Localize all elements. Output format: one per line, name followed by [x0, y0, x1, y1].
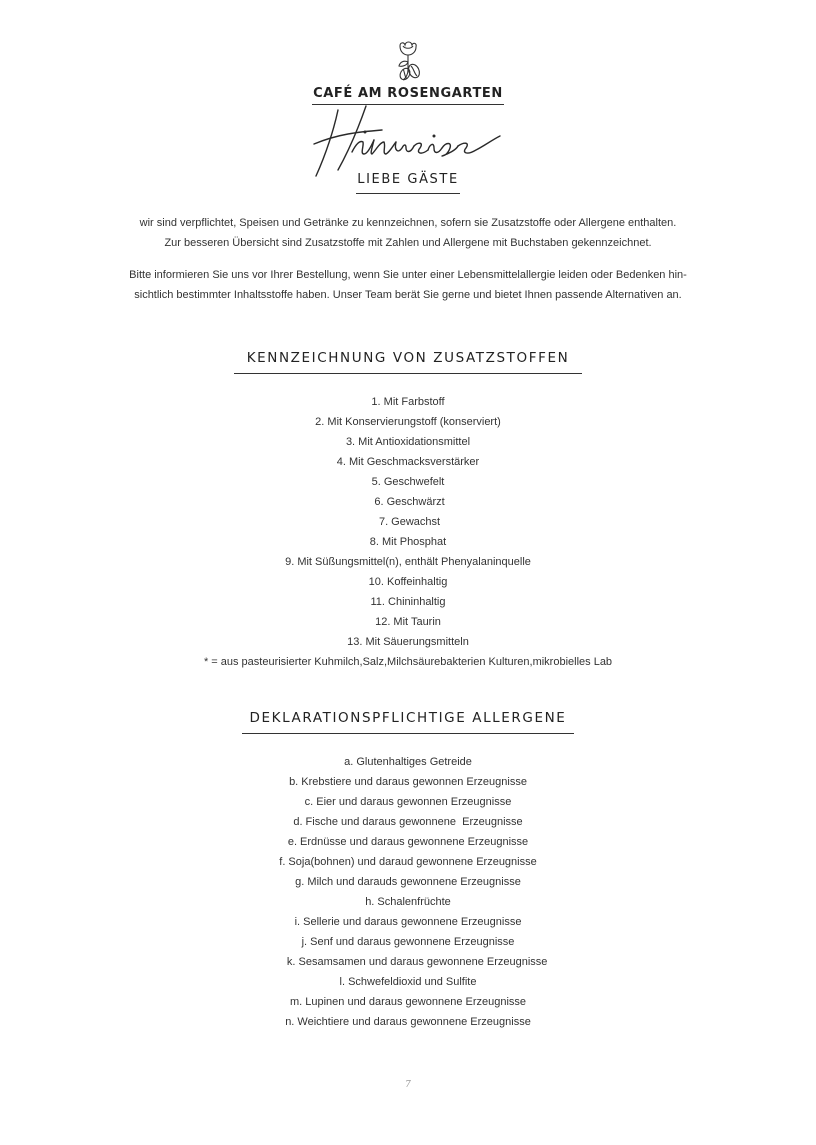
- additives-heading: KENNZEICHNUNG VON ZUSATZSTOFFEN: [246, 350, 570, 366]
- intro-line: wir sind verpflichtet, Speisen und Getränke zu kennzeichnen, sofern sie Zusatzstoffe oder Allergene enthalten.: [139, 217, 677, 229]
- list-item: i. Sellerie und daraus gewonnene Erzeugnisse: [294, 916, 522, 928]
- allergens-heading: DEKLARATIONSPFLICHTIGE ALLERGENE: [249, 710, 567, 726]
- list-item: 12. Mit Taurin: [375, 616, 441, 628]
- allergens-list: [0, 752, 816, 1032]
- list-item: g. Milch und darauds gewonnene Erzeugnisse: [295, 876, 521, 888]
- page-title: [0, 104, 816, 178]
- list-item: d. Fische und daraus gewonnene Erzeugnisse: [293, 816, 523, 828]
- list-item: l. Schwefeldioxid und Sulfite: [339, 976, 477, 988]
- list-item: 3. Mit Antioxidationsmittel: [345, 436, 471, 448]
- list-item: j. Senf und daraus gewonnene Erzeugnisse: [301, 936, 515, 948]
- list-item: m. Lupinen und daraus gewonnene Erzeugnisse: [289, 996, 527, 1008]
- list-item: f. Soja(bohnen) und daraud gewonnene Erzeugnisse: [279, 856, 537, 868]
- brand-name: CAFÉ AM ROSENGARTEN: [313, 86, 503, 101]
- handwritten-title-graphic: [308, 104, 508, 178]
- intro-line: sichtlich bestimmter Inhaltsstoffe haben. Unser Team berät Sie gerne und bietet Ihnen passende Alternativen an.: [134, 289, 682, 301]
- rose-coffee-bean-logo-icon: [386, 40, 430, 84]
- list-item: 5. Geschwefelt: [371, 476, 445, 488]
- subtitle-divider: [356, 193, 460, 194]
- list-item: 1. Mit Farbstoff: [371, 396, 445, 408]
- list-item: 2. Mit Konservierungstoff (konserviert): [315, 416, 501, 428]
- list-item: e. Erdnüsse und daraus gewonnene Erzeugnisse: [287, 836, 529, 848]
- page-number: 7: [405, 1080, 411, 1090]
- page-subtitle: LIEBE GÄSTE: [357, 172, 459, 187]
- list-item: * = aus pasteurisierter Kuhmilch,Salz,Milchsäurebakterien Kulturen,mikrobielles Lab: [203, 656, 613, 668]
- additives-divider: [234, 373, 582, 374]
- list-item: b. Krebstiere und daraus gewonnen Erzeugnisse: [289, 776, 527, 788]
- list-item: 9. Mit Süßungsmittel(n), enthält Phenyalaninquelle: [285, 556, 531, 568]
- list-item: c. Eier und daraus gewonnen Erzeugnisse: [304, 796, 512, 808]
- logo: [0, 40, 816, 84]
- list-item: 4. Mit Geschmacksverstärker: [336, 456, 480, 468]
- list-item: 11. Chininhaltig: [370, 596, 446, 608]
- list-item: 7. Gewachst: [375, 516, 441, 528]
- list-item: 6. Geschwärzt: [371, 496, 445, 508]
- intro-text: [60, 213, 756, 305]
- list-item: h. Schalenfrüchte: [365, 896, 451, 908]
- list-item: 13. Mit Säuerungsmitteln: [347, 636, 469, 648]
- intro-line: Zur besseren Übersicht sind Zusatzstoffe mit Zahlen und Allergene mit Buchstaben gekennzeichnet.: [164, 237, 652, 249]
- intro-line: Bitte informieren Sie uns vor Ihrer Bestellung, wenn Sie unter einer Lebensmittelallergie leiden oder Bedenken hin-: [129, 269, 687, 281]
- allergens-divider: [242, 733, 574, 734]
- additives-list: [0, 392, 816, 672]
- list-item: k. Sesamsamen und daraus gewonnene Erzeugnisse: [268, 956, 548, 968]
- list-item: a. Glutenhaltiges Getreide: [344, 756, 472, 768]
- list-item: n. Weichtiere und daraus gewonnene Erzeugnisse: [285, 1016, 531, 1028]
- list-item: 8. Mit Phosphat: [369, 536, 447, 548]
- list-item: 10. Koffeinhaltig: [368, 576, 448, 588]
